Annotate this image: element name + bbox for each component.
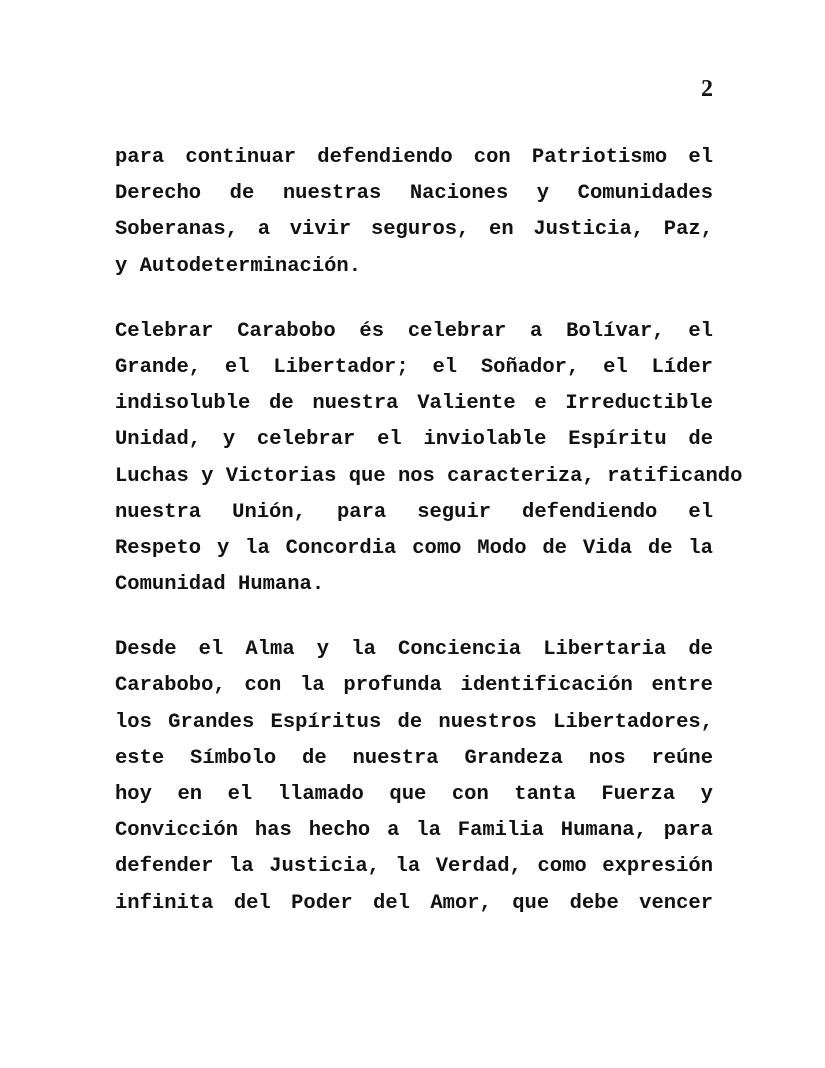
text-line: Carabobo, con la profunda identificación entre	[115, 674, 713, 698]
text-line: Soberanas, a vivir seguros, en Justicia, Paz,	[115, 218, 713, 242]
text-line: nuestra Unión, para seguir defendiendo el	[115, 500, 713, 524]
text-line: Respeto y la Concordia como Modo de Vida de la	[115, 536, 713, 560]
text-line: Grande, el Libertador; el Soñador, el Líder	[115, 355, 713, 379]
text-line: para continuar defendiendo con Patriotismo el	[115, 146, 713, 169]
document-body	[115, 140, 743, 951]
text-line: este Símbolo de nuestra Grandeza nos reúne	[115, 746, 713, 770]
text-line: y Autodeterminación.	[115, 254, 362, 278]
text-line: Derecho de nuestras Naciones y Comunidades	[115, 182, 713, 206]
text-line: hoy en el llamado que con tanta Fuerza y	[115, 783, 713, 806]
text-line: Luchas y Victorias que nos caracteriza, ratificando	[115, 464, 743, 488]
text-line: Desde el Alma y la Conciencia Libertaria de	[115, 638, 713, 662]
text-line: defender la Justicia, la Verdad, como expresión	[115, 855, 713, 879]
paragraph-2	[115, 314, 743, 604]
text-line: los Grandes Espíritus de nuestros Libertadores,	[115, 710, 713, 734]
paragraph-3	[115, 632, 713, 922]
text-line: Celebrar Carabobo és celebrar a Bolívar, el	[115, 319, 713, 343]
page-number: 2	[701, 76, 713, 102]
text-line: Comunidad Humana.	[115, 573, 325, 597]
text-line: infinita del Poder del Amor, que debe vencer	[115, 891, 713, 915]
text-line: Convicción has hecho a la Familia Humana, para	[115, 819, 713, 843]
paragraph-1	[115, 140, 713, 285]
text-line: Unidad, y celebrar el inviolable Espíritu de	[115, 428, 713, 452]
text-line: indisoluble de nuestra Valiente e Irreductible	[115, 392, 713, 416]
